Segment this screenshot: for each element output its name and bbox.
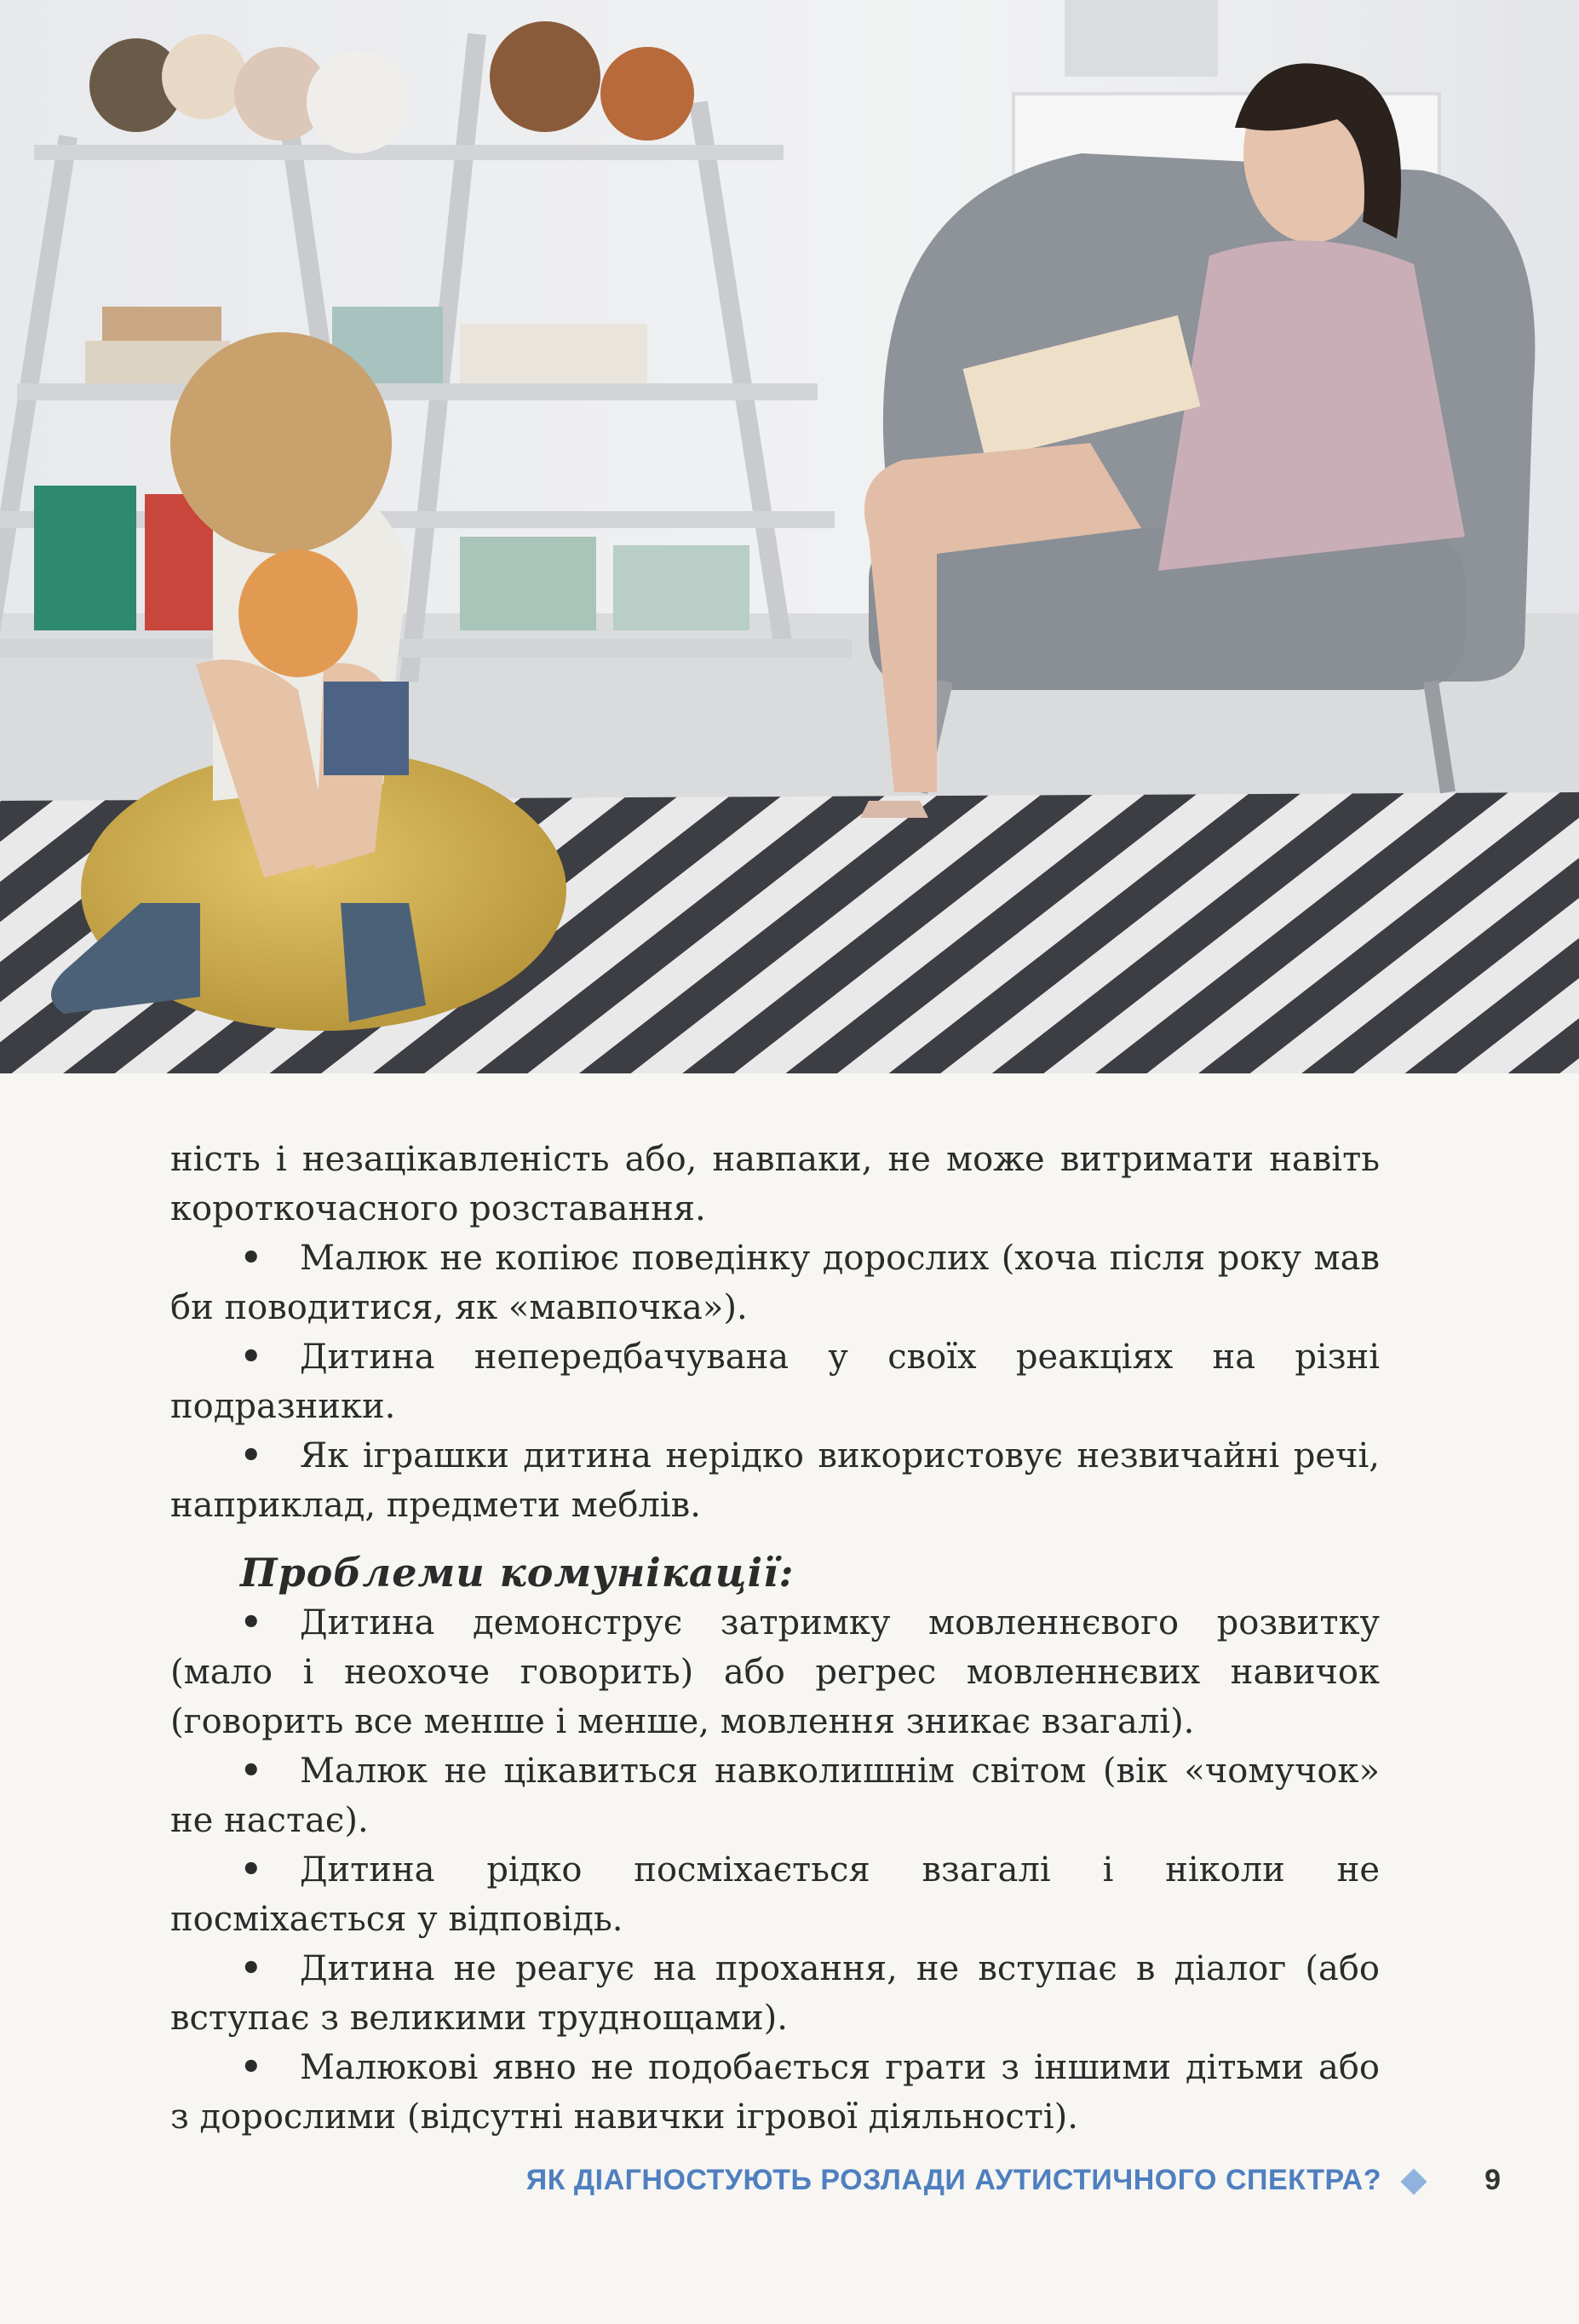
continuation-paragraph: ність і незацікавленість або, навпаки, не може витримати навіть короткочасного розставання. [170,1140,1380,1228]
child-and-therapist-photo-icon [0,0,1579,1073]
header-photo [0,0,1579,1073]
list-item: • Дитина демонструє затримку мовленнєвого розвитку (мало і неохоче говорить) або регрес мовленнєвих навичок (говорить все менше і менше, мовлення зникає взагалі). [170,1598,1380,1746]
list-item: • Дитина непередбачувана у своїх реакціях на різні подразники. [170,1332,1380,1431]
section-heading: Проблеми комунікації: [240,1550,795,1596]
list-item: • Малюк не копіює поведінку дорослих (хоча після року мав би поводитися, як «мавпочка»). [170,1234,1380,1332]
list-item: • Малюкові явно не подобається грати з іншими дітьми або з дорослими (відсутні навички ігрової діяльності). [170,2043,1380,2142]
page-footer [0,2157,1579,2208]
body-text [170,1135,1380,2142]
bullet-icon: • [240,1337,262,1377]
list-item: • Дитина не реагує на прохання, не вступає в діалог (або вступає з великими труднощами). [170,1944,1380,2043]
list-item: • Малюк не цікавиться навколишнім світом (вік «чомучок» не настає). [170,1746,1380,1845]
list-item: • Як іграшки дитина нерідко використовує незвичайні речі, наприклад, предмети меблів. [170,1431,1380,1530]
page-number: 9 [1484,2164,1501,2196]
bullet-icon: • [240,1948,262,1988]
bullet-icon: • [240,2047,262,2087]
diamond-icon [1400,2168,1427,2195]
bullet-icon: • [240,1435,262,1476]
bullet-icon: • [240,1238,262,1278]
list-item: • Дитина рідко посміхається взагалі і ніколи не посміхається у відповідь. [170,1845,1380,1944]
bullet-icon: • [240,1849,262,1890]
bullet-icon: • [240,1602,262,1642]
running-title: ЯК ДІАГНОСТУЮТЬ РОЗЛАДИ АУТИСТИЧНОГО СПЕКТРА? [525,2164,1381,2196]
bullet-icon: • [240,1751,262,1791]
